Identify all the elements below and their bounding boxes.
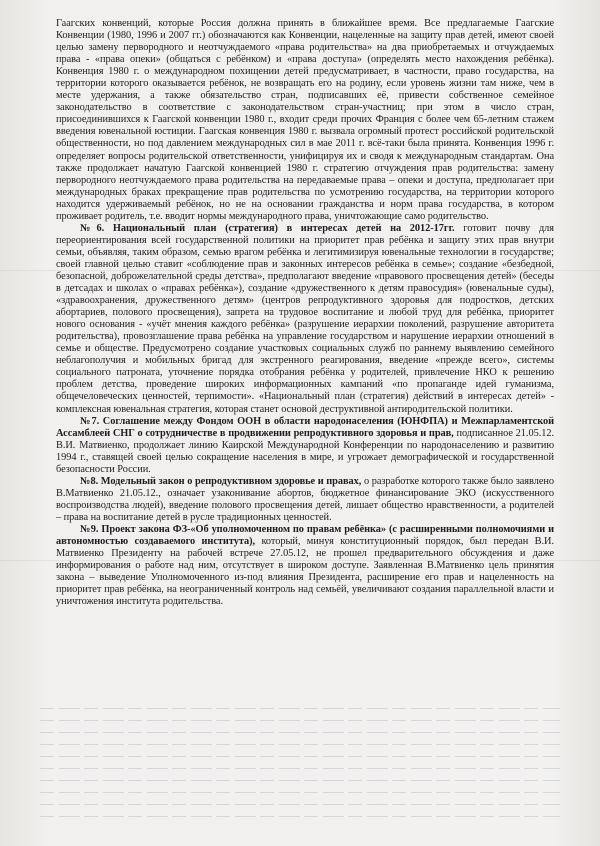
item-number: №8.: [80, 475, 99, 487]
item-heading: Проект закона ФЗ-«Об уполномоченном по правам ребёнка» (с расширенными полномочиями и автономностью создаваемого института),: [56, 523, 554, 548]
paragraph-hague-conventions: [56, 18, 554, 223]
item-number: №6.: [80, 222, 105, 234]
item-heading: Модельный закон о репродуктивном здоровье и правах,: [100, 475, 362, 487]
paragraph-text: о разработке которого также было заявлено В.Матвиенко 21.05.12., означает узаконивание абортов, бюджетное финансирование ЭКО (искусственного воспроизводства людей), введение полового просвещения детей, лишает общество нравственности, а родителей – права на воспитание детей в русле традиционных ценностей.: [56, 475, 554, 523]
paragraph-item-7: [56, 416, 554, 476]
paragraph-item-8: [56, 476, 554, 524]
item-heading: Соглашение между Фондом ООН в области народонаселения (ЮНФПА) и Межпарламентской Ассамблеей СНГ о сотрудничестве в продвижении репродуктивного здоровья и прав,: [56, 415, 554, 439]
paragraph-item-6: [56, 223, 554, 416]
show-through-text: [40, 708, 560, 838]
paragraph-text: подписанное 21.05.12. В.И. Матвиенко, продолжает линию Каирской Международной Конференции по народонаселению и развитию 1994 г., ставящей своей целью сокращение населения в мире, и угрожает демографической и государственной безопасности России.: [56, 427, 555, 475]
paragraph-text: готовит почву для переориентирования всей государственной политики на приоритет прав ребёнка и защиту этих прав внутри семьи, объявляя, таким образом, семью врагом ребёнка и легитимизируя ювенальные технологии в государстве; своей главной целью ставит «соблюдение прав и законных интересов ребёнка в семье»; создание «безбедной, безопасной, доброжелательной среды детства», предполагают введение «правового просвещения детей» (беседы в детсадах и школах о «правах ребёнка»), создание «дружественного к детям правосудия» (ювенальные суды), «здравоохранения, дружественного детям» (центров репродуктивного здоровья для подростков, детских абортариев, полового просвещения), запрета на трудовое воспитание и любой труд для ребёнка, приоритет нового основания - «учёт мнения каждого ребёнка» (разрушение иерархии поколений, разрушение авторитета родительства), провозглашение права ребёнка на управление государством и нарушение иерархии отношений в семье и обществе. Предусмотрено создание участковых социальных служб по раннему выявлению семейного неблагополучия и мобильных бригад для экстренного реагирования, введение «прежде всего», системы социального патроната, уточнение порядка отобрания ребёнка у родителей, привлечение НКО к решению проблем детства, проведение широких информационных кампаний «по пропаганде идей гуманизма, общечеловеческих ценностей, терпимости». «Национальный план (стратегия) действий в интересах детей» - комплексная ювенальная стратегия, которая станет основой деструктивной антиродительской политики.: [56, 222, 554, 415]
paragraph-item-9: [56, 524, 554, 608]
item-number: №7.: [80, 415, 100, 427]
document-body: [56, 18, 554, 608]
item-heading: Национальный план (стратегия) в интересах детей на 2012-17гг.: [112, 222, 455, 234]
paragraph-text: который, минуя конституционный порядок, был передан В.И. Матвиенко Президенту на рабочей встрече 27.05.12, не прошел предварительного обсуждения и даже информирования о работе над ним, отсутствует в широком доступе. Заявленная В.Матвиенко цель принятия закона – выведение Уполномоченного из-под влияния Президента, расширение его прав и нацеленность на приоритет прав ребёнка, на неограниченный контроль над семьёй, увеличивают создания параллельной власти и уничтожения института родительства.: [56, 536, 554, 608]
item-number: №9.: [80, 523, 99, 535]
paragraph-text: Гаагских конвенций, которые Россия должна принять в ближайшее время. Все предлагаемые Гаагские Конвенции (1980, 1996 и 2007 гг.) обозначаются как Конвенции, нацеленные на защиту прав детей, имеют своей целью замену первородного и неотчуждаемого «права родительства» на два приобретаемых и отчуждаемых права - «права опеки» (общаться с ребёнком) и «права доступа» (определять место нахождения ребёнка). Конвенция 1980 г. о международном похищении детей предусматривает, в частности, право государства, на территории которого оказывается ребёнок, не возвращать его на родину, если уровень жизни там ниже, чем в месте удержания, а также обязательство стран, подписавших её, привести собственное семейное законодательство в соответствие с законодательством стран-участниц; при этом в число стран, присоединившихся к Гаагской конвенции 1980 г., входит среди прочих Франция с более чем 65-летним стажем введения ювенальной юстиции. Гаагская конвенция 1980 г. вызвала огромный протест российской родительской общественности, но под давлением международных сил в мае 2011 г. всё-таки была принята. Конвенция 1996 г. определяет вопросы родительской ответственности, унифицируя их и сводя к международным стандартам. Она также продолжает начатую Гаагской конвенцией 1980 г. стратегию отчуждения прав родительства: замену первородного неотчуждаемого права родительства на передаваемые права – опеки и доступа, предполагает при международных браках прекращение прав родительства по усмотрению государства, на территории которого находится удерживаемый ребёнок, но не на основании гражданства и норм права государства, в котором проживает родитель, т.е. вводит нормы международного права, уничтожающие само родительство.: [56, 18, 554, 222]
